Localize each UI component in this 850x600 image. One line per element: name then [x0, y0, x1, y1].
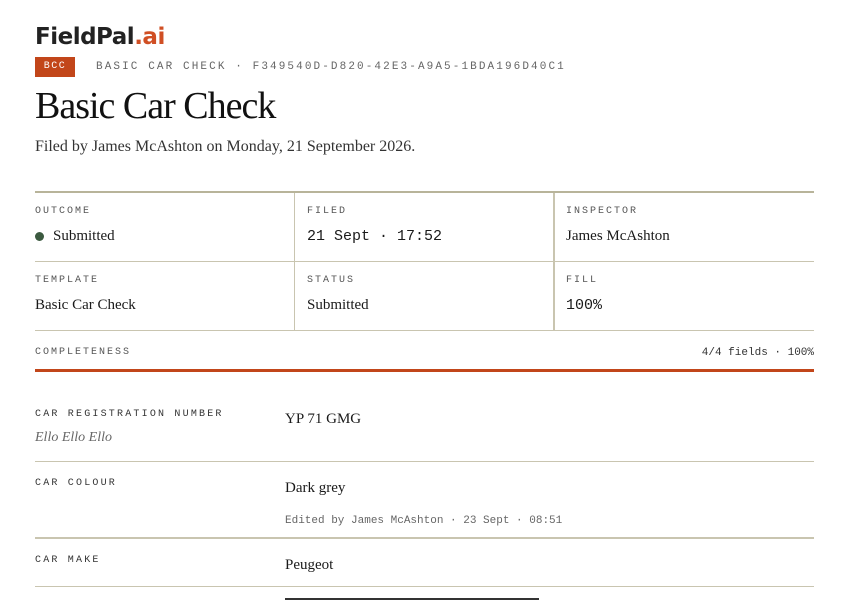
summary-row — [35, 193, 814, 262]
field-value: Peugeot — [285, 557, 334, 573]
template-label: TEMPLATE — [35, 275, 100, 286]
filed-label: FILED — [307, 206, 348, 217]
status-dot-icon — [35, 232, 44, 241]
template-cell — [35, 262, 295, 330]
field-row-colour — [35, 462, 814, 539]
field-hint: Ello Ello Ello — [35, 430, 112, 445]
completeness-label: COMPLETENESS — [35, 347, 132, 358]
field-label: CAR MAKE — [35, 555, 101, 566]
page-title: Basic Car Check — [35, 85, 276, 127]
field-row-registration — [35, 393, 814, 462]
outcome-cell — [35, 193, 295, 261]
outcome-text: Submitted — [53, 228, 115, 244]
template-value: Basic Car Check — [35, 297, 136, 313]
filed-value: 21 Sept · 17:52 — [307, 228, 443, 245]
report-meta — [35, 57, 566, 77]
completeness-value: 4/4 fields · 100% — [701, 347, 814, 359]
summary-row — [35, 262, 814, 331]
fill-label: FILL — [566, 275, 599, 286]
field-row-make — [35, 539, 814, 587]
brand-name: FieldPal — [35, 24, 135, 50]
summary-grid — [35, 191, 814, 331]
outcome-value — [35, 228, 115, 245]
fill-value: 100% — [566, 297, 603, 314]
template-badge: BCC — [35, 57, 75, 77]
field-label: CAR COLOUR — [35, 478, 118, 489]
inspector-cell — [555, 193, 814, 261]
completeness-bar-fill — [35, 369, 814, 372]
completeness-section — [35, 347, 814, 371]
field-value: Dark grey — [285, 480, 346, 496]
filed-by-text: Filed by James McAshton on Monday, 21 September 2026. — [35, 138, 416, 155]
filed-cell — [295, 193, 555, 261]
completeness-bar — [35, 369, 814, 372]
status-cell — [295, 262, 555, 330]
report-id-breadcrumb: BASIC CAR CHECK · F349540D-D820-42E3-A9A5-1BDA196D40C1 — [96, 61, 566, 73]
brand-suffix: .ai — [134, 24, 165, 50]
field-edited-note: Edited by James McAshton · 23 Sept · 08:51 — [285, 515, 563, 527]
status-value: Submitted — [307, 297, 369, 313]
field-label: CAR REGISTRATION NUMBER — [35, 409, 224, 420]
inspector-value: James McAshton — [566, 228, 670, 244]
status-label: STATUS — [307, 275, 356, 286]
fill-cell — [555, 262, 814, 330]
field-value: YP 71 GMG — [285, 411, 362, 427]
inspector-label: INSPECTOR — [566, 206, 639, 217]
fieldpal-logo[interactable] — [35, 24, 165, 50]
outcome-label: OUTCOME — [35, 206, 92, 217]
field-list — [35, 393, 814, 587]
